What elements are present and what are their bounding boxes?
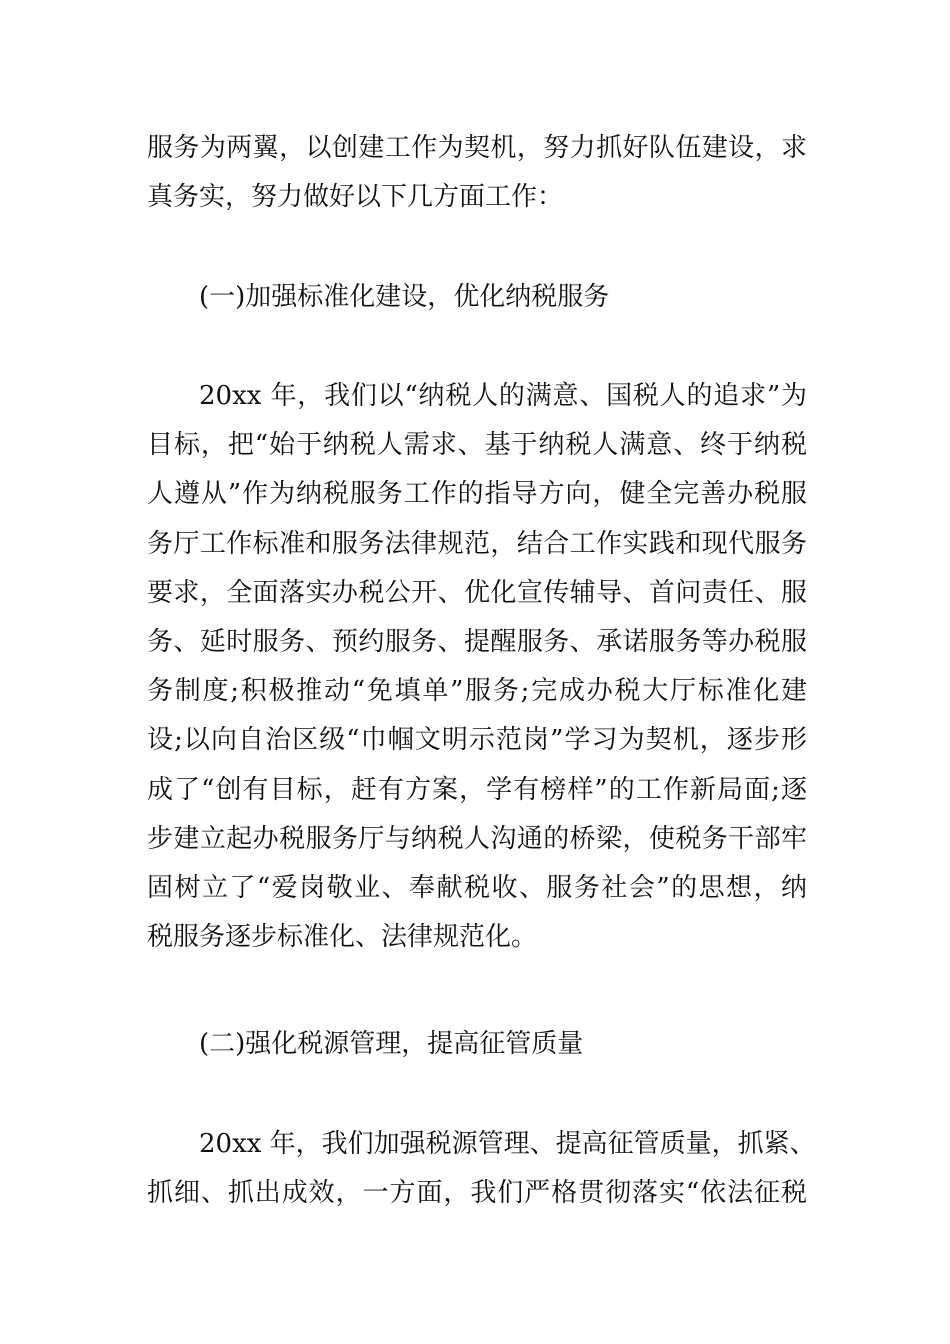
- text-line: 抓细、抓出成效，一方面，我们严格贯彻落实“依法征税: [147, 1178, 807, 1209]
- text-line: 固树立了“爱岗敬业、奉献税收、服务社会”的思想，纳: [147, 872, 807, 903]
- text-line: 服务为两翼，以创建工作为契机，努力抓好队伍建设，求: [147, 133, 807, 163]
- paragraph-1: [147, 372, 807, 962]
- text-line: 设;以向自治区级“巾帼文明示范岗”学习为契机，逐步形: [147, 725, 807, 756]
- text-line: 务、延时服务、预约服务、提醒服务、承诺服务等办税服: [147, 626, 807, 657]
- text-line: 20xx 年，我们加强税源管理、提高征管质量，抓紧、: [199, 1129, 816, 1159]
- paragraph-continued: [147, 124, 807, 222]
- text-line: 务制度;积极推动“免填单”服务;完成办税大厅标准化建: [147, 676, 807, 707]
- paragraph-2: [147, 1120, 816, 1218]
- text-line: 要求，全面落实办税公开、优化宣传辅导、首问责任、服: [147, 577, 807, 608]
- text-line: 步建立起办税服务厅与纳税人沟通的桥梁，使税务干部牢: [147, 823, 807, 854]
- text-line: 20xx 年，我们以“纳税人的满意、国税人的追求”为: [199, 381, 807, 411]
- text-line: 目标，把“始于纳税人需求、基于纳税人满意、终于纳税: [147, 430, 807, 461]
- heading-text: (二)强化税源管理，提高征管质量: [199, 1029, 584, 1059]
- text-line: 人遵从”作为纳税服务工作的指导方向，健全完善办税服: [147, 479, 807, 510]
- text-line: 成了“创有目标，赶有方案，学有榜样”的工作新局面;逐: [147, 774, 807, 805]
- text-line: 务厅工作标准和服务法律规范，结合工作实践和现代服务: [147, 528, 807, 559]
- heading-text: (一)加强标准化建设，优化纳税服务: [199, 282, 610, 312]
- text-line: 真务实，努力做好以下几方面工作：: [147, 182, 564, 213]
- text-line: 税服务逐步标准化、法律规范化。: [147, 922, 538, 953]
- section-heading-2: [147, 1020, 807, 1069]
- section-heading-1: [147, 273, 807, 322]
